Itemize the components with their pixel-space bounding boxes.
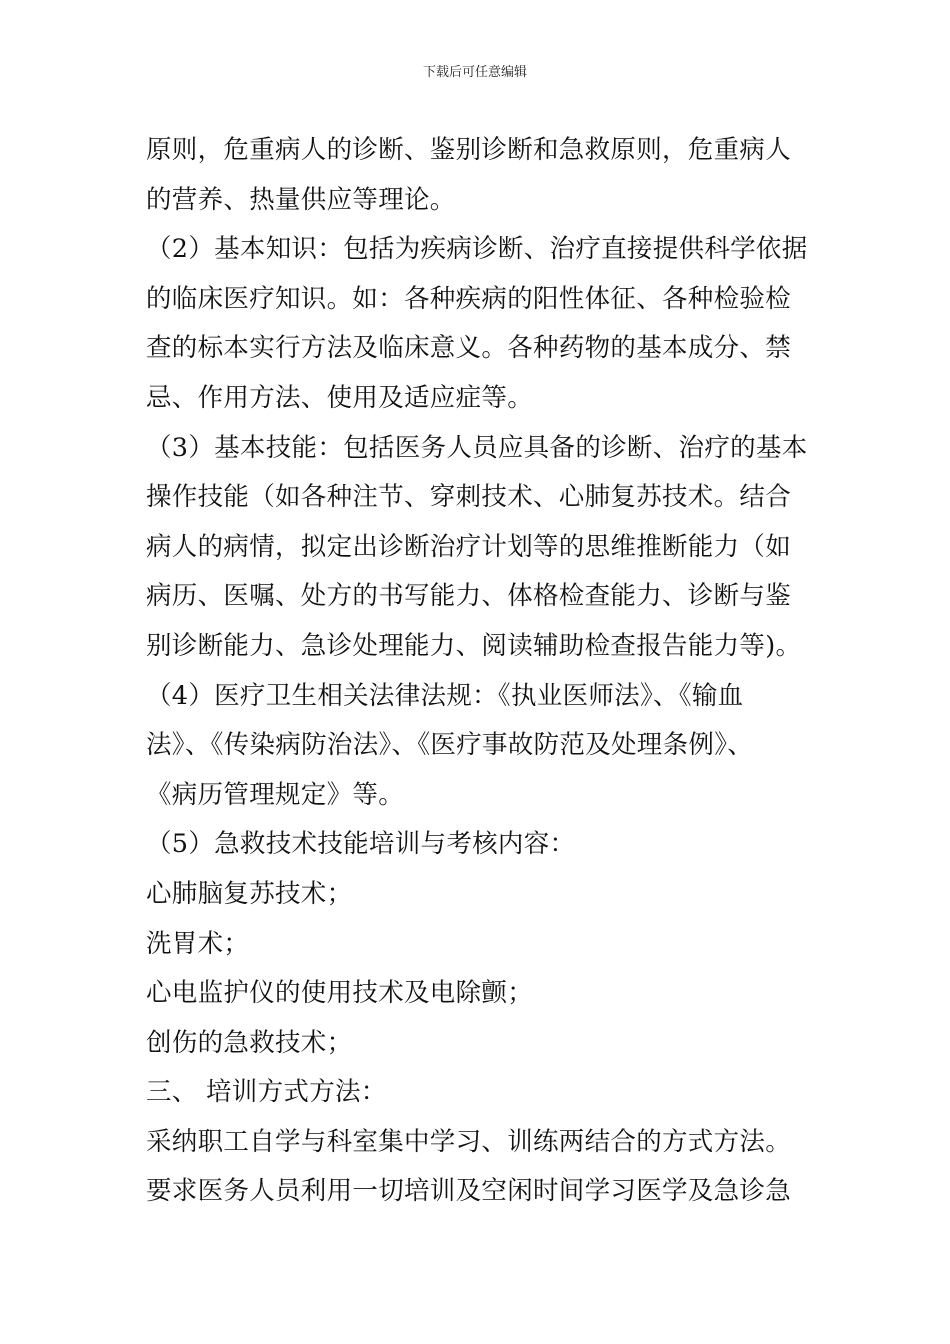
- text-line: 法》、《传染病防治法》、《医疗事故防范及处理条例》、: [146, 730, 754, 761]
- text-line: 操作技能（如各种注节、穿刺技术、心肺复苏技术。结合: [146, 482, 792, 513]
- text-line: （5）急救技术技能培训与考核内容：: [146, 829, 576, 860]
- text-line: 原则，危重病人的诊断、鉴别诊断和急救原则，危重病人: [146, 135, 792, 165]
- text-line: 采纳职工自学与科室集中学习、训练两结合的方式方法。: [146, 1126, 792, 1157]
- text-line: 的营养、热量供应等理论。: [146, 184, 456, 215]
- text-line: 创伤的急救技术；: [146, 1027, 353, 1058]
- text-line: 心肺脑复苏技术；: [146, 878, 353, 909]
- text-line: 洗胃术；: [146, 928, 250, 959]
- text-line: 的临床医疗知识。如：各种疾病的阳性体征、各种检验检: [146, 283, 792, 314]
- text-line: 病历、医嘱、处方的书写能力、体格检查能力、诊断与鉴: [146, 581, 792, 612]
- text-line: 要求医务人员利用一切培训及空闲时间学习医学及急诊急: [146, 1176, 792, 1207]
- page-header: 下载后可任意编辑: [422, 65, 527, 80]
- text-line: （2）基本知识：包括为疾病诊断、治疗直接提供科学依据: [146, 234, 808, 265]
- text-line: （4）医疗卫生相关法律法规：《执业医师法》、《输血: [146, 680, 744, 711]
- text-line: 忌、作用方法、使用及适应症等。: [146, 382, 534, 413]
- text-line: 病人的病情，拟定出诊断治疗计划等的思维推断能力（如: [146, 531, 792, 562]
- text-line: 别诊断能力、急诊处理能力、阅读辅助检查报告能力等)。: [146, 630, 802, 661]
- text-line: 《病历管理规定》等。: [146, 779, 405, 810]
- text-line: 三、 培训方式方法：: [146, 1077, 387, 1108]
- text-line: （3）基本技能：包括医务人员应具备的诊断、治疗的基本: [146, 432, 808, 463]
- text-line: 查的标本实行方法及临床意义。各种药物的基本成分、禁: [146, 333, 792, 364]
- text-line: 心电监护仪的使用技术及电除颤；: [146, 978, 534, 1009]
- document-body: [146, 126, 826, 1217]
